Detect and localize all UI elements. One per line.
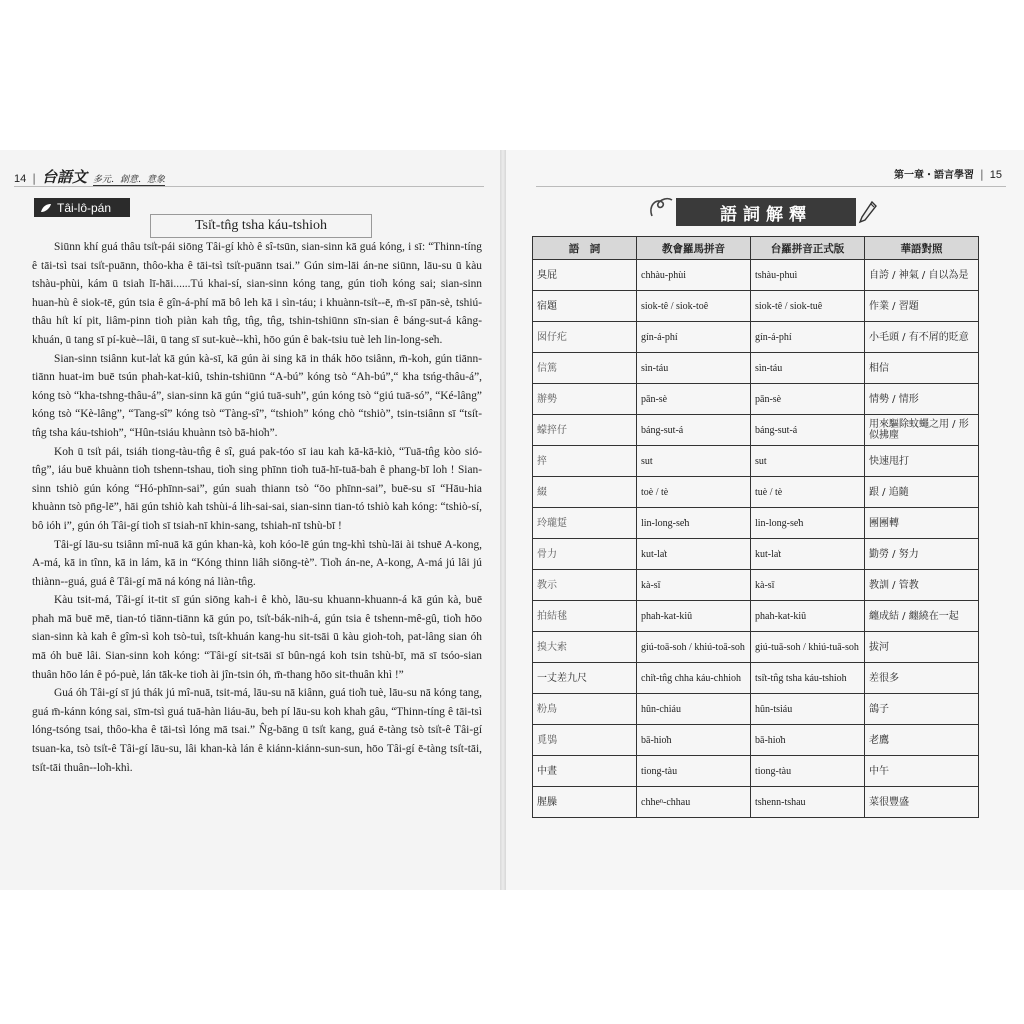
table-row [533, 601, 979, 632]
right-header [894, 166, 1002, 181]
table-row [533, 260, 979, 291]
vocab-mandarin: 團團轉 [865, 508, 979, 539]
vocab-word: 臭屁 [533, 260, 637, 291]
pencil-icon [858, 200, 878, 224]
article-paragraph: Siūnn khí guá thâu tsi̍t-pái siōng Tâi-gí khò ê sî-tsūn, sian-sinn kā guá kóng, i sī: “Thinn-tíng ê tāi-tsì tsai tsi̍t-puānn, thôo-kha ê tāi-tsì tsi̍t-puānn tsai.” Gún sim-lāi án-ne siūnn, lāu-su ū kàu tshàu-phùi, kám ū tsiah lī-hāi......Tú khai-sí, sian-sinn kóng tang, gún tio̍h kóng sai; sian-sinn huan-hù ê siok-tē, gún tsia ê gîn-á-phí mā bô leh kā i sìn-táu; i khuànn-tsi̍t--ē, m̄-sī pān-sè, tshiú-thâu hi̍t kí pit, liâm-pinn tio̍h piàn kah tn̂g, tn̂g, tn̂g, tshin-tshiūnn sīn-sian ê báng-sut-á kâng-khuán, ū tang sī pí-kuè--lâi, ū tang sī sut-kuè--khì, hōo gún ê bak-tsiu tuè leh lin-long-se̍h. [32, 241, 482, 346]
header-church-romanization: 教會羅馬拼音 [637, 237, 751, 260]
vocab-tailo: tsi̍t-tn̂g tsha káu-tshioh [751, 663, 865, 694]
vocab-tailo: sìn-táu [751, 353, 865, 384]
vocab-church-romanization: chheⁿ-chhau [637, 787, 751, 818]
header-word: 語 詞 [533, 237, 637, 260]
vocab-mandarin: 小毛頭 / 有不屑的貶意 [865, 322, 979, 353]
vocab-church-romanization: chi̍t-tn̂g chha káu-chhioh [637, 663, 751, 694]
vocab-church-romanization: sìn-táu [637, 353, 751, 384]
header-rule [14, 186, 484, 187]
table-row [533, 632, 979, 663]
table-row [533, 694, 979, 725]
vocab-tailo: tshàu-phuì [751, 260, 865, 291]
leaf-icon [40, 202, 52, 214]
vocab-header-row [533, 237, 979, 260]
vocab-mandarin: 差很多 [865, 663, 979, 694]
header-tailo: 台羅拼音正式版 [751, 237, 865, 260]
vocab-tailo: phah-kat-kiû [751, 601, 865, 632]
table-row [533, 322, 979, 353]
vocab-tailo: kut-la̍t [751, 539, 865, 570]
swirl-icon [646, 192, 676, 222]
section-label-text: Tâi-lô-pán [57, 200, 112, 215]
right-page [506, 150, 1024, 890]
vocab-tailo: pān-sè [751, 384, 865, 415]
vocab-word: 辦勢 [533, 384, 637, 415]
header-divider: | [32, 172, 36, 185]
vocab-church-romanization: sut [637, 446, 751, 477]
book-tagline: 多元．創意．意象 [93, 172, 165, 186]
vocab-church-romanization: hûn-chiáu [637, 694, 751, 725]
vocab-church-romanization: kà-sī [637, 570, 751, 601]
vocab-word: 綴 [533, 477, 637, 508]
vocab-word: 拍結毬 [533, 601, 637, 632]
vocab-tailo: tshenn-tshau [751, 787, 865, 818]
table-row [533, 663, 979, 694]
vocab-church-romanization: kut-la̍t [637, 539, 751, 570]
section-label [34, 198, 130, 217]
vocab-word: 教示 [533, 570, 637, 601]
left-header [14, 166, 165, 187]
article-paragraph: Tâi-gí lāu-su tsiânn mî-nuā kā gún khan-kà, koh kóo-lē gún tng-khì tshù-lāi ài tshuē A-kong, A-má, kā in tînn, kā in lám, kā in “Kóng thinn liâh siōng-tè”. Tio̍h án-ne, A-kong, A-má jú lâi jú thiànn--guá, guá ê Tâi-gí mā ná kóng ná liàn-tn̂g. [32, 538, 482, 588]
vocab-mandarin: 作業 / 習題 [865, 291, 979, 322]
vocab-tailo: gín-á-phí [751, 322, 865, 353]
vocab-mandarin: 拔河 [865, 632, 979, 663]
table-row [533, 291, 979, 322]
vocab-word: 腥臊 [533, 787, 637, 818]
book-brand: 台語文 [41, 168, 87, 186]
vocab-mandarin: 教訓 / 管教 [865, 570, 979, 601]
table-row [533, 384, 979, 415]
chapter-label: 第一章・語言學習 [894, 170, 975, 181]
vocab-table [532, 236, 979, 818]
vocab-mandarin: 快速甩打 [865, 446, 979, 477]
header-divider: | [980, 168, 984, 181]
article-body [32, 238, 482, 777]
vocab-word: 蠓捽仔 [533, 415, 637, 446]
vocab-word: 搝大索 [533, 632, 637, 663]
vocab-mandarin: 自誇 / 神氣 / 自以為是 [865, 260, 979, 291]
vocab-tailo: tiong-tàu [751, 756, 865, 787]
vocab-word: 中晝 [533, 756, 637, 787]
table-row [533, 353, 979, 384]
vocab-tailo: tuè / tè [751, 477, 865, 508]
page-number: 14 [14, 173, 27, 185]
table-row [533, 446, 979, 477]
vocab-word: 粉鳥 [533, 694, 637, 725]
article-title: Tsi̍t-tn̂g tsha káu-tshioh [150, 214, 372, 238]
vocab-church-romanization: giú-toā-soh / khiú-toā-soh [637, 632, 751, 663]
table-row [533, 477, 979, 508]
vocab-church-romanization: gín-á-phí [637, 322, 751, 353]
table-row [533, 539, 979, 570]
vocab-word: 囡仔疕 [533, 322, 637, 353]
table-row [533, 415, 979, 446]
table-row [533, 756, 979, 787]
table-row [533, 787, 979, 818]
vocab-mandarin: 纏成結 / 纏繞在一起 [865, 601, 979, 632]
vocab-church-romanization: pān-sè [637, 384, 751, 415]
page-number: 15 [989, 169, 1002, 181]
article-paragraph: Koh ū tsi̍t pái, tsiáh tiong-tàu-tn̂g ê sî, guá pak-tóo sī iau kah kā-kā-kiò, “Tuā-tn̂g kòo sió-tn̂g”, iáu buē khuànn tio̍h tshenn-tshau, tio̍h sing phīnn tio̍h tuā-hī-tuā-bah ê phang-bī loh ! Sian-sinn tshiò gún kóng “Hó-phīnn-sai”, gún suah thiann tsò “ōo phīnn-sai”, buē-su sī “Hāu-hia khuànn tsò pn̄g-lē”, hāi gún tshiò kah tshùi-á lih-sai-sai, sian-sinn tian-tó tshiò kah kóng: “tshiò-sí, bô ióh i”, gún óh Tâi-gí tio̍h sī tsiah-nī khin-sang, tshiah-nī tshù-bī ! [32, 445, 482, 532]
vocab-tailo: siok-tê / siok-tuê [751, 291, 865, 322]
vocab-banner-text: 語詞解釋 [720, 204, 812, 225]
vocab-mandarin: 跟 / 追隨 [865, 477, 979, 508]
vocab-word: 玲瓏踅 [533, 508, 637, 539]
vocab-word: 骨力 [533, 539, 637, 570]
vocab-church-romanization: tiong-tàu [637, 756, 751, 787]
vocab-mandarin: 老鷹 [865, 725, 979, 756]
vocab-word: 信篤 [533, 353, 637, 384]
vocab-tailo: sut [751, 446, 865, 477]
article-paragraph: Kàu tsit-má, Tâi-gí it-tit sī gún siōng kah-i ê khò, lāu-su khuann-khuann-á kā gún kà, buē phah mā buē mē, tian-tó tiānn-tiānn kā gún po, tsi̍t-bák-nih-á, gún tsia ê tshenn-mê-gû, tio̍h hōo sian-sinn kà kah ê gîm-sì koh tsò-tuì, tsi̍t-khuán kang-hu sit-tsāi ū kàu gioh-toh, pat-lâng sian óh mā óh buē lâi. Sian-sinn koh kóng: “Tâi-gí sit-tsāi sī bûn-ngá koh tsin tshù-bī, mā sī tsóo-sian thuân hōo lán ê pó-puè, lán tāk-ke tio̍h ài jîn-tsin óh, m̄-thang hōo sit-thuân khì !” [32, 594, 482, 681]
vocab-tailo: hûn-tsiáu [751, 694, 865, 725]
vocab-church-romanization: bā-hio̍h [637, 725, 751, 756]
vocab-tailo: kà-sī [751, 570, 865, 601]
vocab-word: 覓鴞 [533, 725, 637, 756]
vocab-mandarin: 菜很豐盛 [865, 787, 979, 818]
table-row [533, 570, 979, 601]
vocab-body [533, 260, 979, 818]
vocab-church-romanization: lin-long-se̍h [637, 508, 751, 539]
vocab-tailo: giú-tuā-soh / khiú-tuā-soh [751, 632, 865, 663]
left-page [0, 150, 500, 890]
vocab-word: 宿題 [533, 291, 637, 322]
vocab-church-romanization: toè / tè [637, 477, 751, 508]
header-rule [536, 186, 1006, 187]
vocab-mandarin: 中午 [865, 756, 979, 787]
vocab-mandarin: 相信 [865, 353, 979, 384]
vocab-mandarin: 用來驅除蚊蠅之用 / 形似拂塵 [865, 415, 979, 446]
header-mandarin: 華語對照 [865, 237, 979, 260]
table-row [533, 725, 979, 756]
vocab-mandarin: 鴿子 [865, 694, 979, 725]
vocab-church-romanization: báng-sut-á [637, 415, 751, 446]
vocab-word: 一丈差九尺 [533, 663, 637, 694]
vocab-church-romanization: chhàu-phùi [637, 260, 751, 291]
vocab-mandarin: 情勢 / 情形 [865, 384, 979, 415]
table-row [533, 508, 979, 539]
article-paragraph: Sian-sinn tsiânn kut-la̍t kā gún kà-sī, kā gún ài sing kā in thák hōo tsiânn, m̄-koh, gún tiānn-tiānn huat-im buē tsún phah-kat-kiû, tshin-tshiūnn “A-bú” kóng tsò “Ah-bú”,“ kha tsńg-thâu-á”, kóng tsò “kha-tshng-thâu-á”, sian-sinn kā gún “giú tuā-suh”, gún kóng tsò “giú tuā-só”, “Ké-lâng” kóng tsò “Kè-lâng”, “Tang-sî” kóng tsò “Tàng-sî”, “tshioh” kóng chò “tshiò”, tsin-tsiânn sī “tsi̍t-tn̂g tsha káu-tshioh”, “Hûn-tsiáu khuànn tsò bā-hio̍h”. [32, 352, 482, 439]
article-paragraph: Guá óh Tâi-gí sī jú thák jú mî-nuā, tsit-má, lāu-su nā kiânn, guá tio̍h tuè, lāu-su nā kóng tang, guá m̄-kánn kóng sai, sīm-tsì guá tuā-hàn liáu-āu, beh pí lāu-su koh khah gâu, “Thinn-tíng ê tāi-tsì lóng-tsóng tsai, thôo-kha ê tāi-tsì lóng mā tsai.” N̂g-bāng ū tsi̍t kang, guá ē-tàng tsò tsi̍t-ê Tâi-gí tsuan-ka, tsò tsi̍t-ê Tâi-gí lāu-su, lâi khan-kà lán ê kiánn-kiánn-sun-sun, hōo Tâi-gí ē-tàng tsi̍t-tāi, tsi̍t-tāi thuân--lo̍h-khì. [32, 687, 482, 774]
vocab-church-romanization: phah-kat-kiû [637, 601, 751, 632]
vocab-tailo: lin-long-se̍h [751, 508, 865, 539]
vocab-mandarin: 勤勞 / 努力 [865, 539, 979, 570]
vocab-banner [676, 198, 856, 226]
book-spread [0, 150, 1024, 890]
vocab-tailo: báng-sut-á [751, 415, 865, 446]
vocab-church-romanization: siok-tê / siok-toê [637, 291, 751, 322]
vocab-word: 捽 [533, 446, 637, 477]
vocab-tailo: bā-hio̍h [751, 725, 865, 756]
